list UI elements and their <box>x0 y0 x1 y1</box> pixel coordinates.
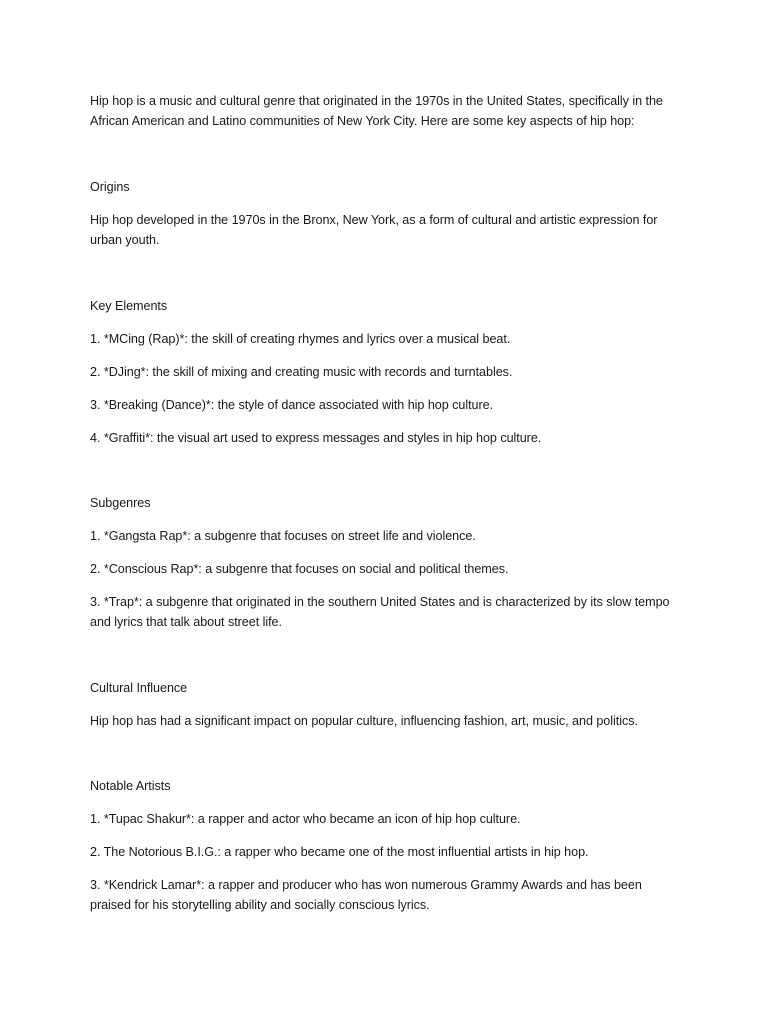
cultural-influence-heading: Cultural Influence <box>90 681 188 695</box>
subgenre-item-2: 2. *Conscious Rap*: a subgenre that focuses on social and political themes. <box>90 562 509 576</box>
key-elements-heading: Key Elements <box>90 299 168 313</box>
subgenres-heading: Subgenres <box>90 496 151 510</box>
key-element-item-2: 2. *DJing*: the skill of mixing and creating music with records and turntables. <box>90 365 513 379</box>
origins-paragraph: Hip hop developed in the 1970s in the Bronx, New York, as a form of cultural and artistic expression for urban youth. <box>90 213 658 247</box>
cultural-influence-paragraph: Hip hop has had a significant impact on popular culture, influencing fashion, art, music, and politics. <box>90 714 638 728</box>
notable-artist-item-2: 2. The Notorious B.I.G.: a rapper who became one of the most influential artists in hip hop. <box>90 845 589 859</box>
key-element-item-3: 3. *Breaking (Dance)*: the style of dance associated with hip hop culture. <box>90 398 494 412</box>
intro-paragraph: Hip hop is a music and cultural genre that originated in the 1970s in the United States, specifically in the African American and Latino communities of New York City. Here are some key aspects of hip hop: <box>90 94 663 128</box>
notable-artists-heading: Notable Artists <box>90 779 171 793</box>
origins-heading: Origins <box>90 180 130 194</box>
notable-artist-item-3: 3. *Kendrick Lamar*: a rapper and producer who has won numerous Grammy Awards and has been praised for his storytelling ability and socially conscious lyrics. <box>90 878 642 912</box>
key-element-item-1: 1. *MCing (Rap)*: the skill of creating rhymes and lyrics over a musical beat. <box>90 332 511 346</box>
subgenre-item-1: 1. *Gangsta Rap*: a subgenre that focuses on street life and violence. <box>90 529 476 543</box>
subgenre-item-3: 3. *Trap*: a subgenre that originated in the southern United States and is characterized by its slow tempo and lyrics that talk about street life. <box>90 595 670 629</box>
notable-artist-item-1: 1. *Tupac Shakur*: a rapper and actor who became an icon of hip hop culture. <box>90 812 521 826</box>
key-element-item-4: 4. *Graffiti*: the visual art used to express messages and styles in hip hop culture. <box>90 431 542 445</box>
